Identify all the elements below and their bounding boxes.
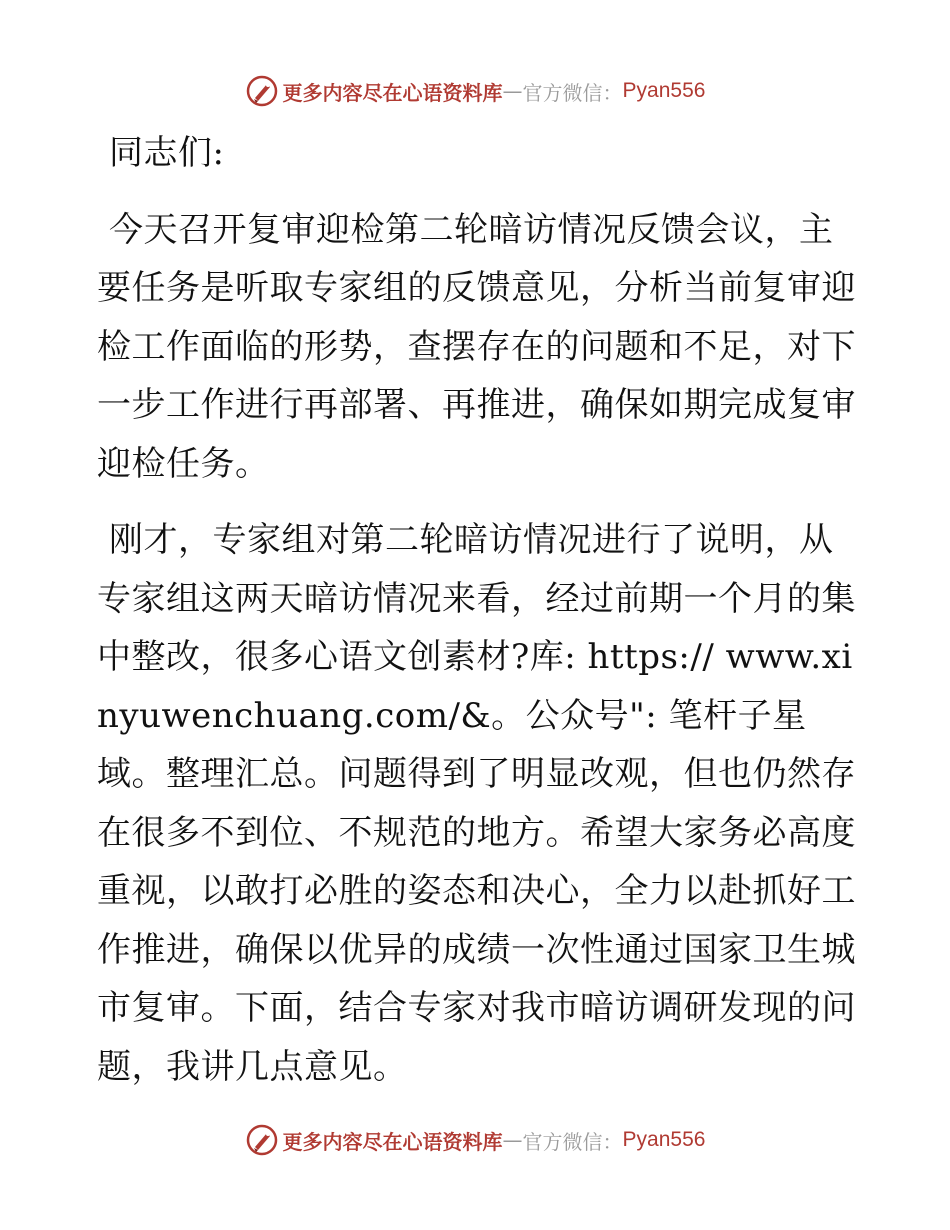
banner-separator: — — [502, 79, 523, 103]
banner-separator: — — [502, 1128, 523, 1152]
banner-site-text: 更多内容尽在心语资料库 — [282, 1129, 503, 1154]
pen-nib-logo-icon — [245, 1123, 279, 1157]
banner-wechat-id: Pyan556 — [622, 1128, 706, 1151]
banner-wechat-label: 官方微信： — [522, 80, 623, 105]
document-body — [97, 124, 857, 1114]
salutation: 同志们: — [109, 133, 225, 173]
banner-wechat-label: 官方微信： — [522, 1129, 623, 1154]
footer-banner — [0, 1120, 950, 1160]
paragraph-2: 刚才，专家组对第二轮暗访情况进行了说明，从专家组这两天暗访情况来看，经过前期一个月的集中整改，很多心语文创素材?库: https:// www.xinyuwenchuang.com/&。公众号": 笔杆子星域。整理汇总。问题得到了明显改观，但也仍然存在很多不到位、不规范的地方。希望大家务必高度重视，以敢打必胜的姿态和决心，全力以赴抓好工作推进，确保以优异的成绩一次性通过国家卫生城市复审。下面，结合专家对我市暗访调研发现的问题，我讲几点意见。 — [97, 520, 856, 1087]
banner-site-text: 更多内容尽在心语资料库 — [282, 80, 503, 105]
banner-wechat-id: Pyan556 — [622, 79, 706, 102]
paragraph-1: 今天召开复审迎检第二轮暗访情况反馈会议，主要任务是听取专家组的反馈意见，分析当前复审迎检工作面临的形势，查摆存在的问题和不足，对下一步工作进行再部署、再推进，确保如期完成复审迎检任务。 — [97, 209, 856, 484]
header-banner — [0, 71, 950, 111]
pen-nib-logo-icon — [245, 74, 279, 108]
